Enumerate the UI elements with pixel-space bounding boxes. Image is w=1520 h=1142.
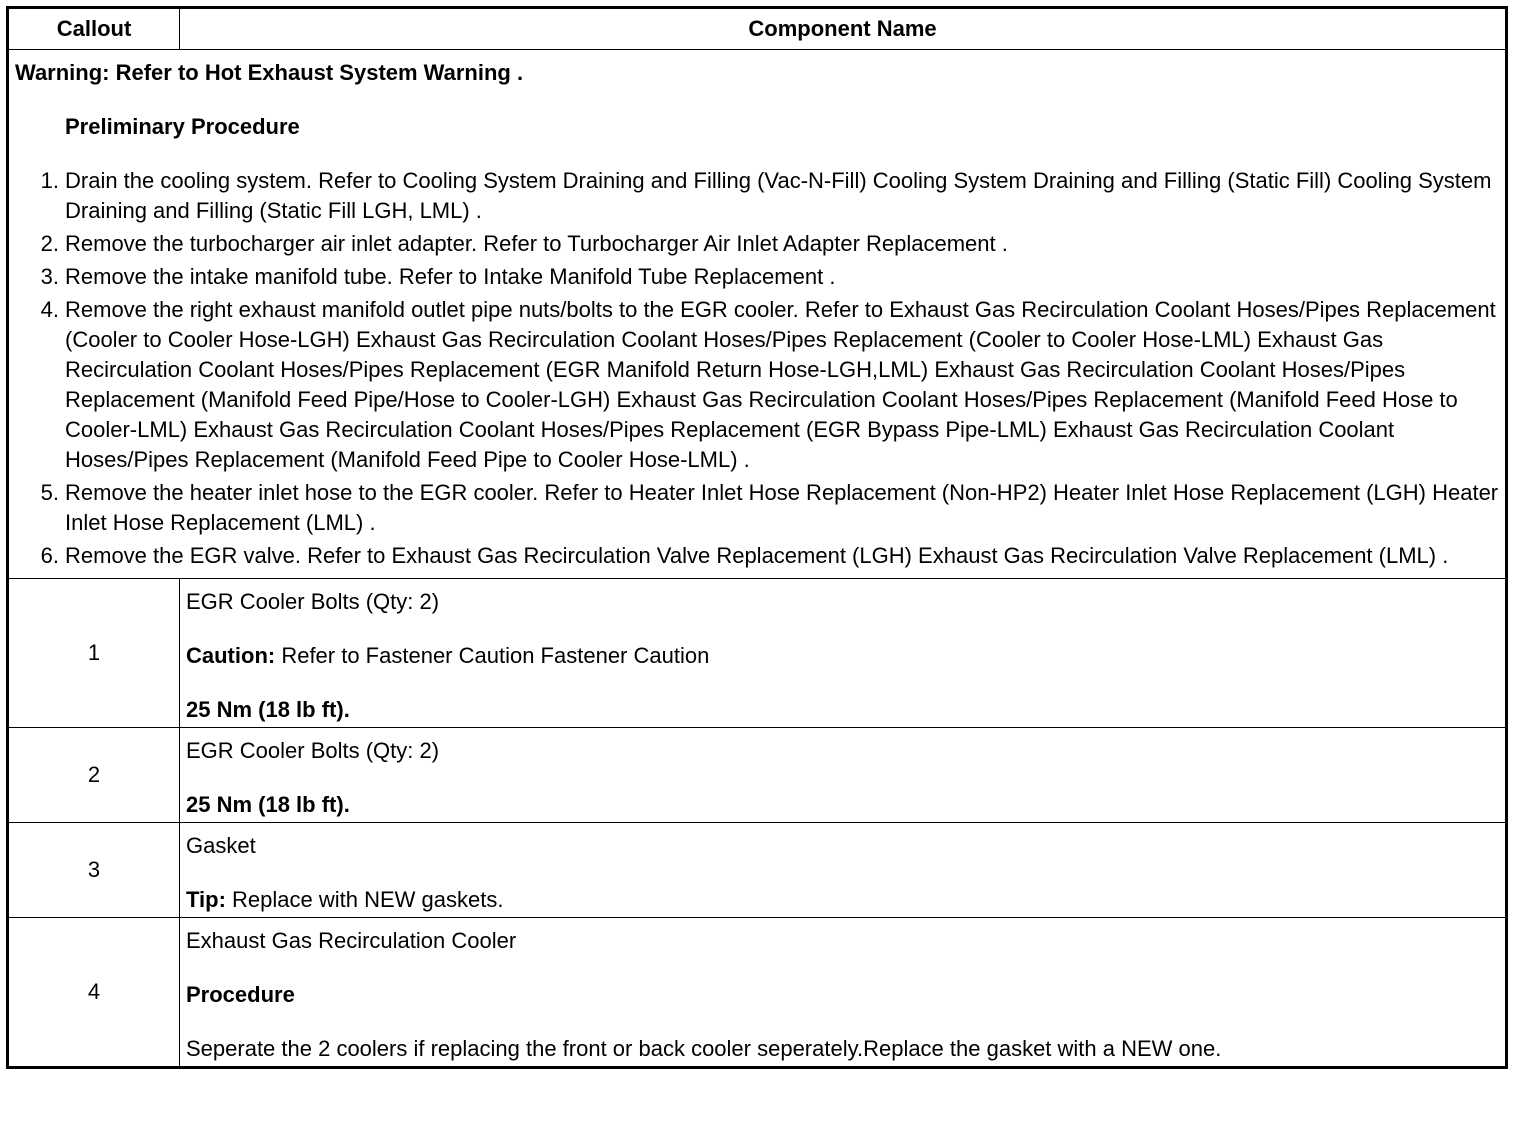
step-text: Remove the turbocharger air inlet adapter. Refer to Turbocharger Air Inlet Adapter Replacement . [65,231,1008,256]
procedure-step [15,541,1499,571]
step-text: Remove the intake manifold tube. Refer to Intake Manifold Tube Replacement . [65,264,836,289]
callout-cell: 4 [8,918,180,1068]
callout-cell: 2 [8,728,180,823]
warning-cell [8,50,1507,579]
torque-spec: 25 Nm (18 lb ft). [186,697,350,722]
tip-note [186,885,1499,915]
procedure-step [15,262,1499,292]
step-number: 1. [40,168,59,193]
table-row [8,579,1507,728]
component-header: Component Name [180,8,1507,50]
step-text: Drain the cooling system. Refer to Cooling System Draining and Filling (Vac-N-Fill) Cooling System Draining and Filling (Static Fill) Cooling System Draining and Filling (Static Fill LGH, LML) . [65,168,1492,223]
callout-header: Callout [8,8,180,50]
callout-cell: 3 [8,823,180,918]
warning-row [8,50,1507,579]
step-number: 3. [40,264,59,289]
header-row [8,8,1507,50]
component-cell [180,579,1507,728]
procedure-steps [15,166,1499,571]
warning-text: Warning: Refer to Hot Exhaust System Warning . [15,60,524,85]
caution-note [186,641,1499,671]
caution-label: Caution: [186,643,276,668]
step-number: 2. [40,231,59,256]
component-cell [180,918,1507,1068]
caution-text: Refer to Fastener Caution Fastener Caution [275,643,710,668]
component-cell [180,728,1507,823]
component-cell [180,823,1507,918]
procedure-text: Seperate the 2 coolers if replacing the front or back cooler seperately.Replace the gasket with a NEW one. [186,1036,1222,1061]
tip-label: Tip: [186,887,226,912]
torque-spec: 25 Nm (18 lb ft). [186,792,350,817]
tip-text: Replace with NEW gaskets. [225,887,504,912]
procedure-step [15,166,1499,226]
procedure-step [15,478,1499,538]
step-number: 5. [40,480,59,505]
table-row [8,728,1507,823]
component-name: Exhaust Gas Recirculation Cooler [186,928,517,953]
component-name: Gasket [186,833,256,858]
table-row [8,918,1507,1068]
component-table [6,6,1508,1069]
procedure-step [15,229,1499,259]
procedure-label: Procedure [186,982,295,1007]
step-text: Remove the EGR valve. Refer to Exhaust Gas Recirculation Valve Replacement (LGH) Exhaust Gas Recirculation Valve Replacement (LML) . [65,543,1449,568]
preliminary-procedure-title: Preliminary Procedure [65,114,300,139]
step-text: Remove the heater inlet hose to the EGR cooler. Refer to Heater Inlet Hose Replacement (Non-HP2) Heater Inlet Hose Replacement (LGH) Heater Inlet Hose Replacement (LML) . [65,480,1499,535]
step-number: 6. [40,543,59,568]
step-text: Remove the right exhaust manifold outlet pipe nuts/bolts to the EGR cooler. Refer to Exhaust Gas Recirculation Coolant Hoses/Pipes Replacement (Cooler to Cooler Hose-LGH) Exhaust Gas Recirculation Coolant Hoses/Pipes Replacement (Cooler to Cooler Hose-LML) Exhaust Gas Recirculation Coolant Hoses/Pipes Replacement (EGR Manifold Return Hose-LGH,LML) Exhaust Gas Recirculation Coolant Hoses/Pipes Replacement (Manifold Feed Pipe/Hose to Cooler-LGH) Exhaust Gas Recirculation Coolant Hoses/Pipes Replacement (Manifold Feed Hose to Cooler-LML) Exhaust Gas Recirculation Coolant Hoses/Pipes Replacement (EGR Bypass Pipe-LML) Exhaust Gas Recirculation Coolant Hoses/Pipes Replacement (Manifold Feed Pipe to Cooler Hose-LML) . [65,297,1496,472]
procedure-step [15,295,1499,475]
callout-cell: 1 [8,579,180,728]
step-number: 4. [40,297,59,322]
table-row [8,823,1507,918]
component-name: EGR Cooler Bolts (Qty: 2) [186,589,440,614]
component-name: EGR Cooler Bolts (Qty: 2) [186,738,440,763]
